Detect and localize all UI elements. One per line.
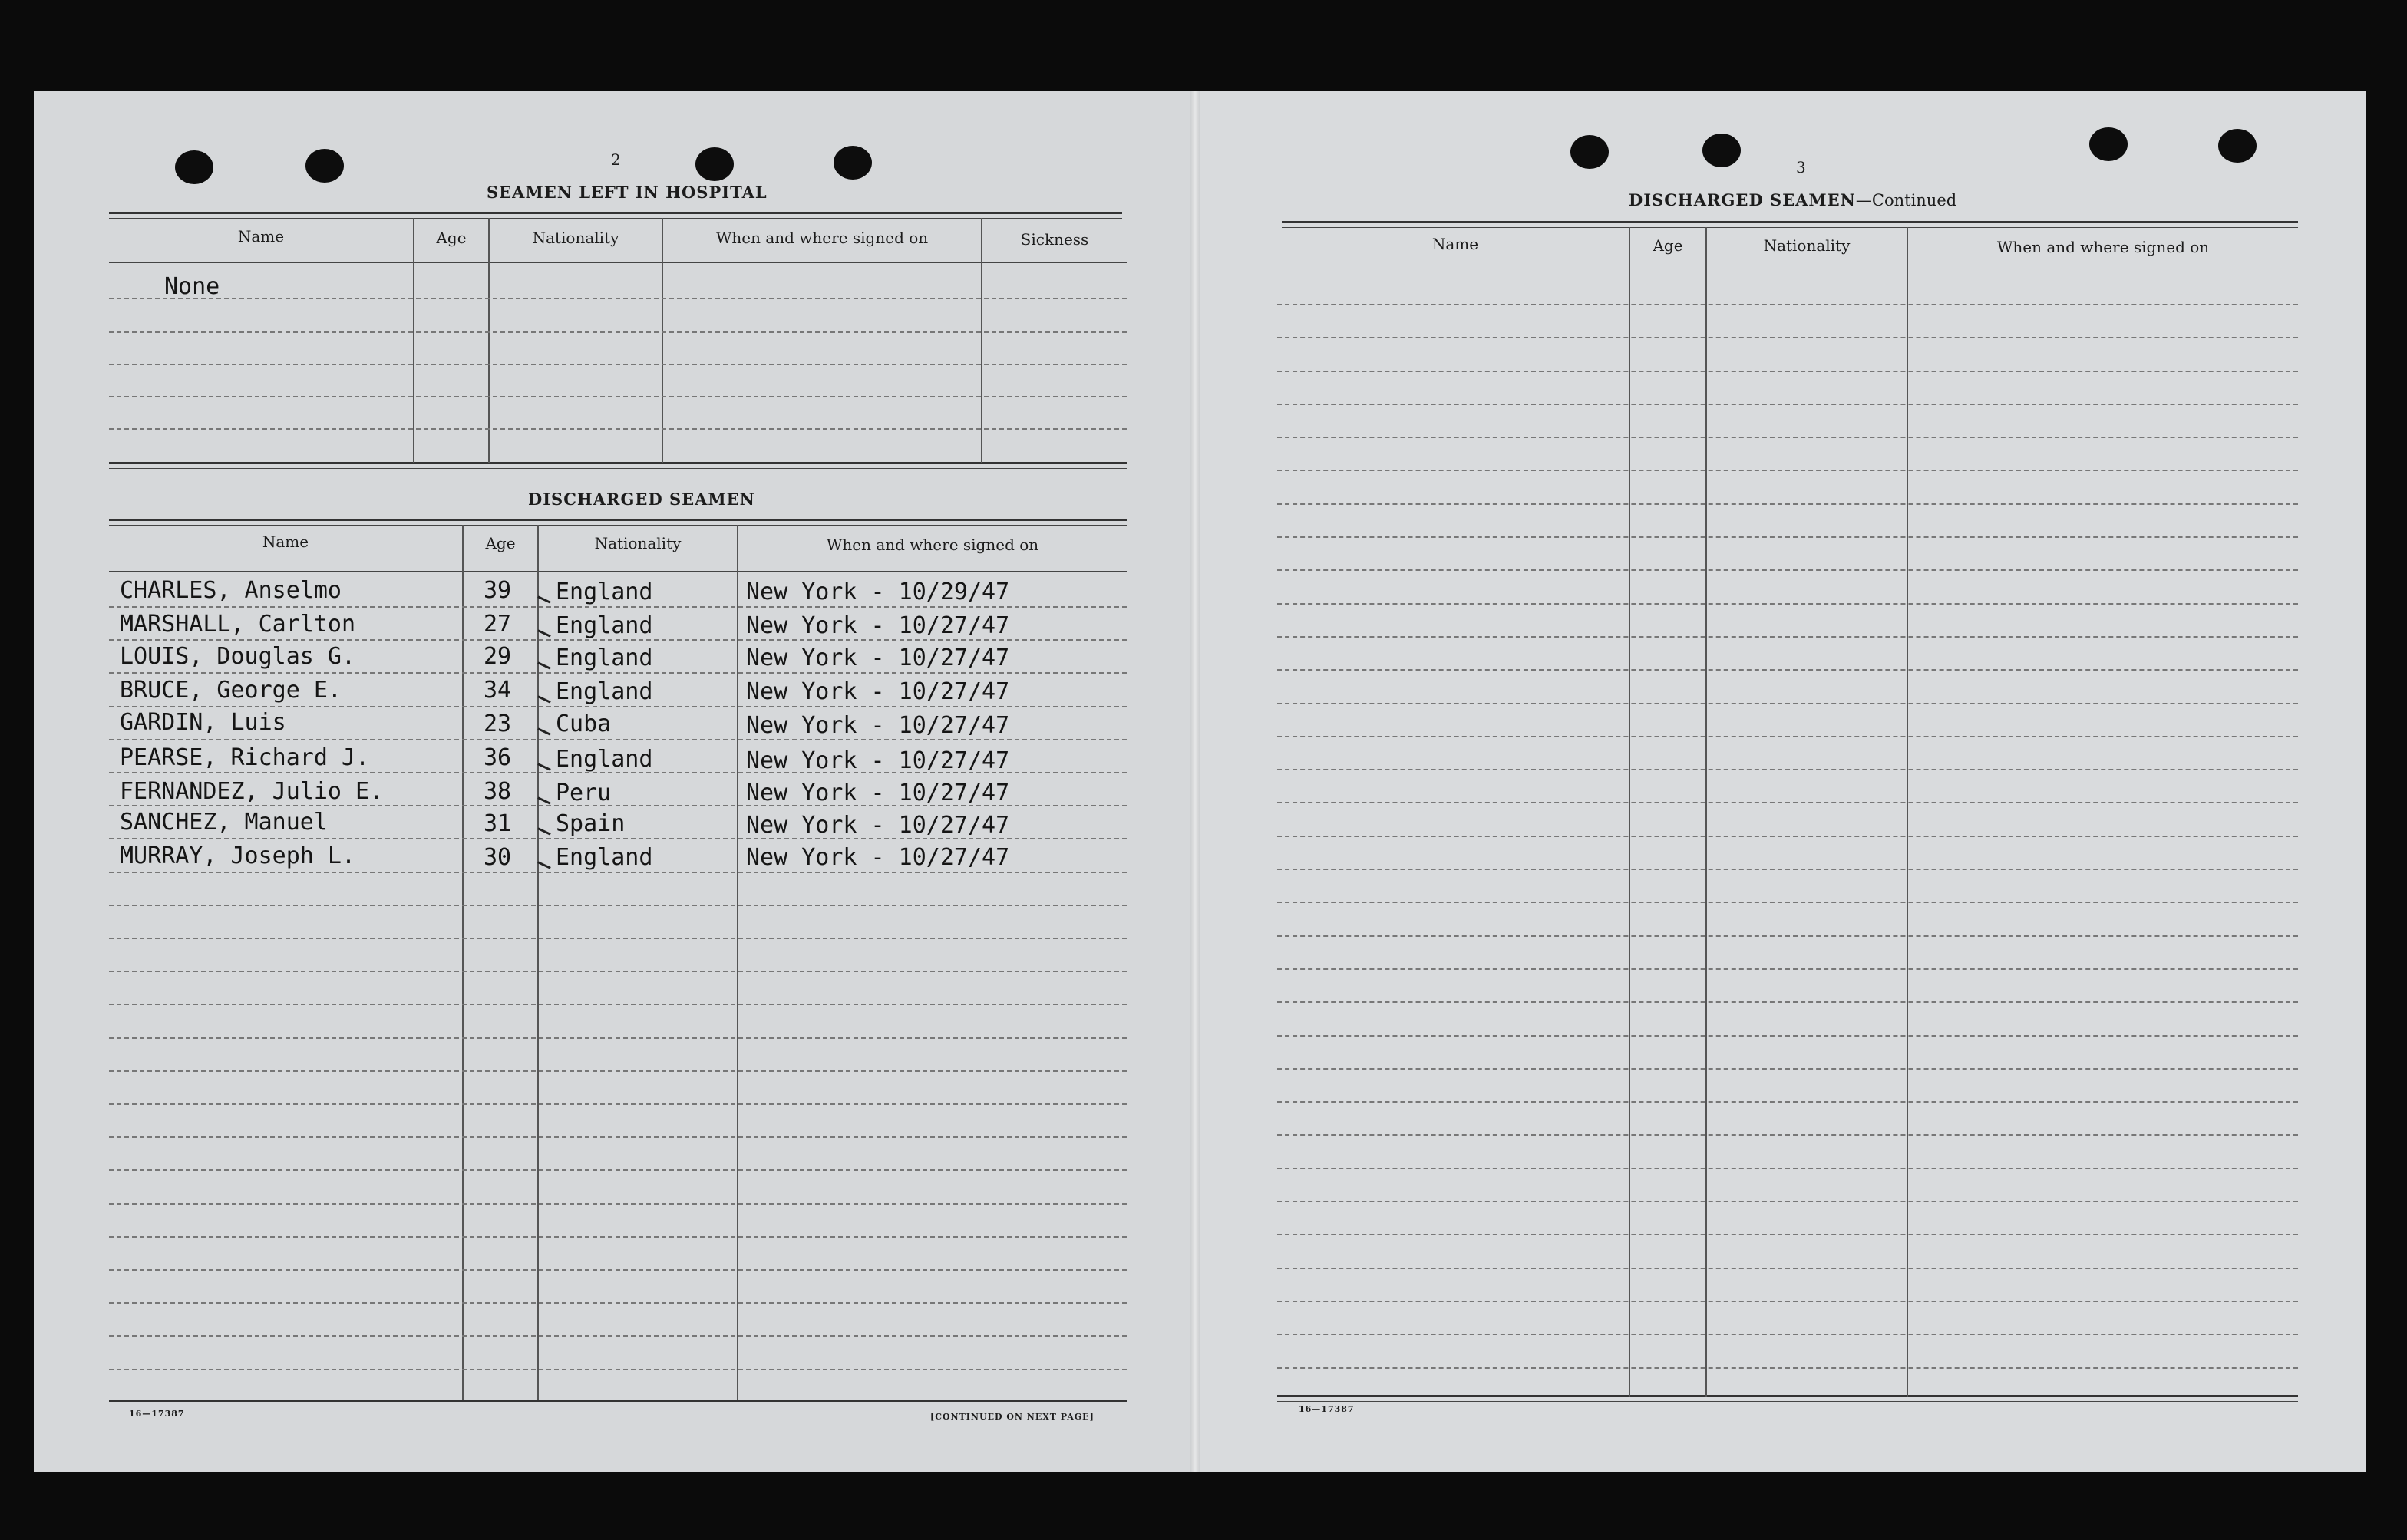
- dashed-rule: [109, 1070, 1127, 1072]
- dashed-rule: [1277, 536, 2298, 538]
- seaman-age: 23: [484, 711, 512, 737]
- dashed-rule: [1277, 603, 2298, 605]
- column-header-signed-on: When and where signed on: [715, 229, 929, 247]
- seaman-name: LOUIS, Douglas G.: [120, 643, 356, 670]
- seaman-age: 27: [484, 611, 512, 638]
- seaman-name: PEARSE, Richard J.: [120, 744, 370, 771]
- seaman-signed-on: New York - 10/27/47: [746, 678, 1010, 705]
- dashed-rule: [109, 298, 1127, 299]
- dashed-rule: [1277, 636, 2298, 638]
- dashed-rule: [1277, 703, 2298, 704]
- punch-hole: [1702, 134, 1741, 167]
- column-header-signed-on: When and where signed on: [1996, 238, 2210, 256]
- dashed-rule: [1277, 1168, 2298, 1169]
- dashed-rule: [1277, 736, 2298, 737]
- column-header-signed-on: When and where signed on: [826, 536, 1039, 554]
- dashed-rule: [109, 364, 1127, 365]
- dashed-rule: [1277, 1268, 2298, 1269]
- seaman-signed-on: New York - 10/27/47: [746, 747, 1010, 774]
- seaman-name: BRUCE, George E.: [120, 677, 342, 704]
- rule: [109, 462, 1127, 464]
- dashed-rule: [109, 706, 1127, 707]
- column-header-age: Age: [485, 534, 516, 552]
- dashed-rule: [1277, 1001, 2298, 1003]
- column-divider: [1705, 227, 1707, 1397]
- seaman-nationality: England: [556, 645, 653, 671]
- punch-hole: [175, 150, 213, 184]
- rule: [1277, 1395, 2298, 1397]
- dashed-rule: [109, 1136, 1127, 1138]
- punch-hole: [305, 149, 344, 183]
- punch-hole: [2218, 129, 2257, 163]
- dashed-rule: [1277, 304, 2298, 305]
- hospital-entry: None: [164, 273, 220, 300]
- dashed-rule: [1277, 1334, 2298, 1335]
- rule: [109, 571, 1127, 572]
- discharged-section-title: DISCHARGED SEAMEN: [528, 490, 755, 509]
- seaman-age: 29: [484, 643, 512, 670]
- rule: [109, 1400, 1127, 1402]
- dashed-rule: [1277, 470, 2298, 471]
- dashed-rule: [109, 428, 1127, 430]
- punch-hole: [2089, 127, 2128, 161]
- dashed-rule: [1277, 437, 2298, 438]
- dashed-rule: [109, 1203, 1127, 1205]
- dashed-rule: [1277, 935, 2298, 937]
- rule: [109, 212, 1122, 214]
- dashed-rule: [1277, 1301, 2298, 1302]
- rule: [109, 218, 1122, 219]
- seaman-age: 34: [484, 677, 512, 704]
- page-number: 3: [1796, 158, 1806, 176]
- dashed-rule: [1277, 1367, 2298, 1369]
- continued-section-title: [1629, 190, 1956, 209]
- seaman-name: FERNANDEZ, Julio E.: [120, 778, 384, 805]
- hospital-section-title: SEAMEN LEFT IN HOSPITAL: [487, 183, 768, 202]
- seaman-age: 31: [484, 810, 512, 837]
- column-divider: [1907, 227, 1908, 1397]
- dashed-rule: [1277, 404, 2298, 405]
- rule: [109, 519, 1127, 521]
- rule: [109, 525, 1127, 526]
- dashed-rule: [1277, 669, 2298, 671]
- dashed-rule: [1277, 1068, 2298, 1070]
- dashed-rule: [109, 938, 1127, 939]
- dashed-rule: [1277, 1134, 2298, 1136]
- column-header-nationality: Nationality: [594, 534, 682, 552]
- column-divider: [488, 218, 490, 463]
- dashed-rule: [109, 396, 1127, 397]
- column-divider: [981, 218, 982, 463]
- seaman-nationality: England: [556, 844, 653, 871]
- column-divider: [462, 525, 464, 1400]
- seaman-name: CHARLES, Anselmo: [120, 577, 342, 604]
- dashed-rule: [1277, 902, 2298, 903]
- column-divider: [1629, 227, 1630, 1397]
- dashed-rule: [1277, 503, 2298, 505]
- dashed-rule: [109, 672, 1127, 674]
- seaman-age: 30: [484, 844, 512, 871]
- page-number: 2: [611, 150, 621, 169]
- rule: [109, 262, 1127, 263]
- dashed-rule: [109, 1302, 1127, 1304]
- rule: [1282, 227, 2298, 228]
- seaman-signed-on: New York - 10/27/47: [746, 812, 1010, 839]
- rule: [1277, 1401, 2298, 1402]
- dashed-rule: [109, 971, 1127, 972]
- column-header-nationality: Nationality: [1763, 236, 1851, 255]
- column-header-sickness: Sickness: [1020, 230, 1089, 249]
- seaman-signed-on: New York - 10/27/47: [746, 712, 1010, 739]
- punch-hole: [834, 146, 872, 180]
- dashed-rule: [109, 331, 1127, 333]
- dashed-rule: [109, 1103, 1127, 1105]
- rule: [1282, 221, 2298, 223]
- dashed-rule: [109, 1004, 1127, 1005]
- seaman-nationality: Spain: [556, 810, 626, 837]
- page-fold: [1190, 91, 1200, 1472]
- seaman-name: MARSHALL, Carlton: [120, 611, 356, 638]
- seaman-nationality: England: [556, 746, 653, 773]
- seaman-nationality: England: [556, 579, 653, 605]
- dashed-rule: [109, 1335, 1127, 1337]
- dashed-rule: [109, 1169, 1127, 1171]
- dashed-rule: [109, 1369, 1127, 1370]
- punch-hole: [695, 147, 734, 181]
- column-divider: [737, 525, 738, 1400]
- rule: [109, 468, 1127, 469]
- seaman-name: MURRAY, Joseph L.: [120, 843, 356, 869]
- dashed-rule: [1277, 836, 2298, 837]
- dashed-rule: [109, 606, 1127, 608]
- column-header-name: Name: [262, 533, 309, 551]
- column-header-name: Name: [1431, 235, 1479, 253]
- seaman-name: GARDIN, Luis: [120, 709, 286, 736]
- column-divider: [537, 525, 539, 1400]
- dashed-rule: [109, 639, 1127, 641]
- form-number: 16—17387: [1299, 1404, 1355, 1414]
- seaman-nationality: Peru: [556, 780, 612, 806]
- dashed-rule: [1277, 802, 2298, 803]
- seaman-nationality: England: [556, 612, 653, 639]
- seaman-signed-on: New York - 10/27/47: [746, 780, 1010, 806]
- section-title-suffix: —Continued: [1855, 191, 1957, 209]
- dashed-rule: [1277, 1035, 2298, 1037]
- seaman-signed-on: New York - 10/27/47: [746, 612, 1010, 639]
- dashed-rule: [109, 739, 1127, 740]
- form-number: 16—17387: [129, 1409, 185, 1419]
- seaman-age: 38: [484, 778, 512, 805]
- dashed-rule: [1277, 769, 2298, 770]
- dashed-rule: [1277, 1234, 2298, 1235]
- dashed-rule: [109, 1269, 1127, 1271]
- dashed-rule: [1277, 968, 2298, 970]
- column-header-age: Age: [1653, 236, 1683, 255]
- dashed-rule: [109, 1037, 1127, 1039]
- dashed-rule: [109, 905, 1127, 906]
- dashed-rule: [1277, 1101, 2298, 1103]
- column-header-nationality: Nationality: [532, 229, 619, 247]
- column-header-name: Name: [237, 227, 285, 246]
- punch-hole: [1570, 135, 1609, 169]
- seaman-nationality: Cuba: [556, 711, 612, 737]
- seaman-age: 36: [484, 744, 512, 771]
- dashed-rule: [1277, 869, 2298, 870]
- dashed-rule: [1277, 569, 2298, 571]
- dashed-rule: [109, 1236, 1127, 1238]
- column-divider: [662, 218, 663, 463]
- dashed-rule: [109, 872, 1127, 873]
- column-header-age: Age: [436, 229, 467, 247]
- dashed-rule: [1277, 371, 2298, 372]
- right-page: [1197, 91, 2366, 1472]
- seaman-signed-on: New York - 10/27/47: [746, 645, 1010, 671]
- continued-note: [CONTINUED ON NEXT PAGE]: [930, 1412, 1095, 1422]
- seaman-signed-on: New York - 10/27/47: [746, 844, 1010, 871]
- seaman-signed-on: New York - 10/29/47: [746, 579, 1010, 605]
- column-divider: [413, 218, 414, 463]
- seaman-name: SANCHEZ, Manuel: [120, 809, 328, 836]
- seaman-age: 39: [484, 577, 512, 604]
- section-title-main: DISCHARGED SEAMEN: [1629, 190, 1856, 209]
- dashed-rule: [1277, 337, 2298, 338]
- dashed-rule: [1277, 1201, 2298, 1202]
- seaman-nationality: England: [556, 678, 653, 705]
